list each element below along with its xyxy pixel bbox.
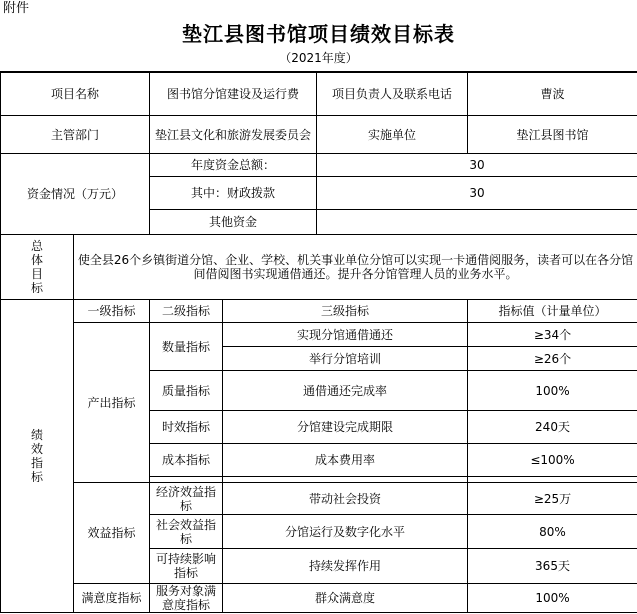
time-label: 时效指标: [150, 411, 223, 444]
cost-label: 成本指标: [150, 444, 223, 477]
sustain-label: 可持续影响指标: [150, 549, 223, 584]
dept-label: 主管部门: [1, 116, 150, 154]
output-label: 产出指标: [74, 323, 150, 483]
funds-fiscal-value: 30: [317, 177, 637, 210]
m-value: 100%: [468, 584, 637, 613]
impl-label: 实施单位: [317, 116, 468, 154]
t-value: 240天: [468, 411, 637, 444]
goal-label-text: 总体目标: [30, 239, 43, 295]
c-value: ≤100%: [468, 444, 637, 477]
s-value: 80%: [468, 515, 637, 549]
e-value: ≥25万: [468, 483, 637, 515]
m-name: 群众满意度: [223, 584, 468, 613]
qa-value: 100%: [468, 371, 637, 411]
econ-label: 经济效益指标: [150, 483, 223, 515]
impl-value: 垫江县图书馆: [468, 116, 637, 154]
q1-name: 实现分馆通借通还: [223, 323, 468, 347]
contact-value: 曹波: [468, 73, 637, 116]
goal-label: [1, 235, 74, 300]
attachment-label: 附件: [3, 1, 30, 16]
header-level2: 二级指标: [150, 300, 223, 323]
benefit-label: 效益指标: [74, 483, 150, 584]
funds-label: 资金情况（万元）: [1, 154, 150, 235]
year-subtitle: （2021年度）: [279, 51, 358, 65]
satisfaction-label: 满意度指标: [74, 584, 150, 613]
project-name-label: 项目名称: [1, 73, 150, 116]
funds-total-label: 年度资金总额：: [150, 154, 317, 177]
q2-value: ≥26个: [468, 347, 637, 371]
header-value: 指标值（计量单位）: [468, 300, 637, 323]
su-name: 持续发挥作用: [223, 549, 468, 584]
service-label: 服务对象满意度指标: [150, 584, 223, 613]
c-name: 成本费用率: [223, 444, 468, 477]
q1-value: ≥34个: [468, 323, 637, 347]
funds-fiscal-label: 其中：财政拨款: [150, 177, 317, 210]
funds-other-label: 其他资金: [150, 210, 317, 235]
su-value: 365天: [468, 549, 637, 584]
page-title: 垫江县图书馆项目绩效目标表: [182, 22, 455, 46]
header-level1: 一级指标: [74, 300, 150, 323]
performance-table: [0, 71, 637, 613]
qa-name: 通借通还完成率: [223, 371, 468, 411]
quality-label: 质量指标: [150, 371, 223, 411]
contact-label: 项目负责人及联系电话: [317, 73, 468, 116]
goal-text: 使全县26个乡镇街道分馆、企业、学校、机关事业单位分馆可以实现一卡通借阅服务，读者可以在各分馆间借阅图书实现通借通还。提升各分馆管理人员的业务水平。: [74, 235, 637, 300]
header-level3: 三级指标: [223, 300, 468, 323]
t-name: 分馆建设完成期限: [223, 411, 468, 444]
q2-name: 举行分馆培训: [223, 347, 468, 371]
e-name: 带动社会投资: [223, 483, 468, 515]
social-label: 社会效益指标: [150, 515, 223, 549]
quantity-label: 数量指标: [150, 323, 223, 371]
project-name-value: 图书馆分馆建设及运行费: [150, 73, 317, 116]
dept-value: 垫江县文化和旅游发展委员会: [150, 116, 317, 154]
s-name: 分馆运行及数字化水平: [223, 515, 468, 549]
indicators-label-text: 绩效指标: [30, 428, 43, 484]
funds-other-value: [317, 210, 637, 235]
indicators-label: [1, 300, 74, 613]
funds-total-value: 30: [317, 154, 637, 177]
